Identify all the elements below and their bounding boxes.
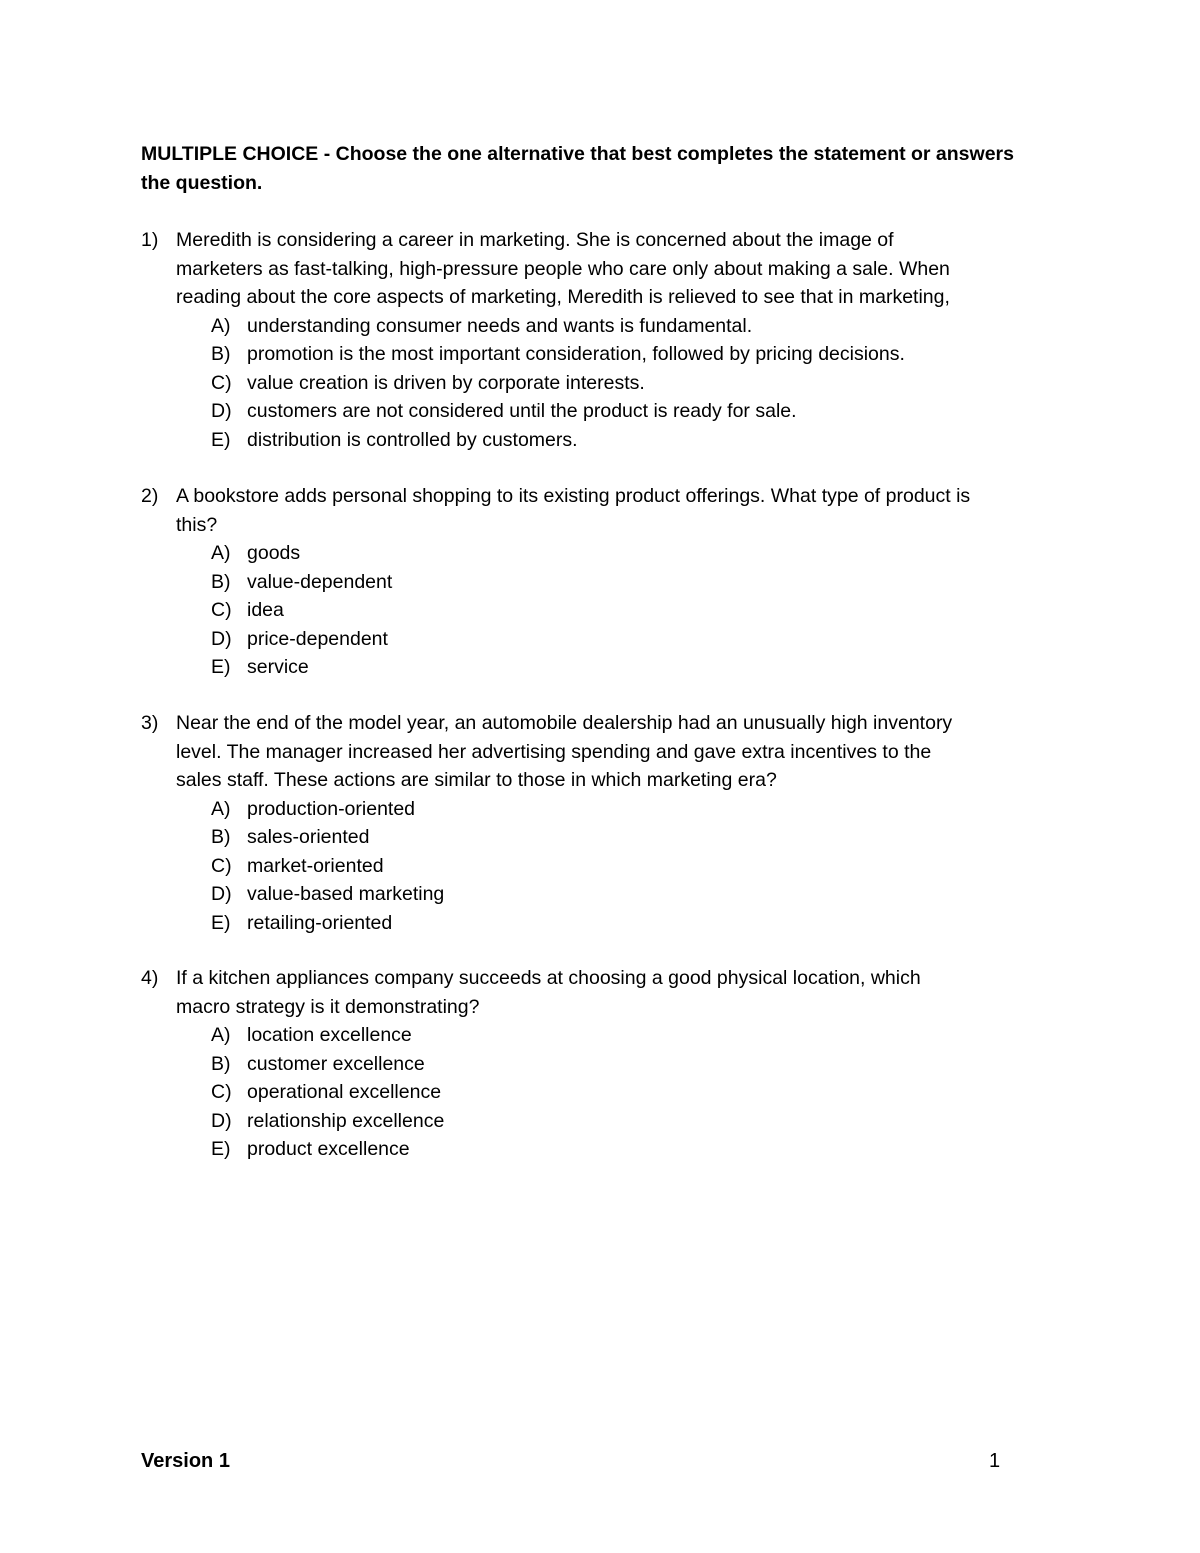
section-heading: MULTIPLE CHOICE - Choose the one alternative that best completes the statement or answers the question.: [141, 143, 1014, 194]
option-text: location excellence: [247, 1024, 412, 1046]
question-number: 2): [141, 485, 159, 507]
option-letter: E): [211, 656, 231, 678]
option-letter: C): [211, 854, 232, 877]
option-letter: A): [211, 314, 231, 337]
option-text: retailing-oriented: [247, 911, 393, 934]
option-text: service: [247, 656, 309, 678]
option-letter: E): [211, 428, 231, 451]
option-text: promotion is the most important consideration, followed by pricing decisions.: [247, 343, 905, 365]
option-e: [141, 653, 1071, 682]
question-stem: Meredith is considering a career in marketing. She is concerned about the image of marketers as fast-talking, high-pressure people who care only about making a sale. When reading about the core aspects of marketing, Meredith is relieved to see that in marketing,: [176, 229, 950, 308]
option-text: value-dependent: [247, 570, 393, 593]
question-stem: A bookstore adds personal shopping to its existing product offerings. What type of product is this?: [176, 485, 971, 536]
question-4: [141, 964, 1071, 1164]
option-letter: C): [211, 599, 232, 621]
option-text: sales-oriented: [247, 826, 370, 848]
option-e: [141, 426, 1071, 455]
option-text: idea: [247, 599, 284, 621]
option-b: [141, 823, 1071, 852]
question-stem: Near the end of the model year, an automobile dealership had an unusually high inventory level. The manager increased her advertising spending and gave extra incentives to the sales staff. These actions are similar to those in which marketing era?: [176, 712, 953, 791]
option-text: production-oriented: [247, 797, 416, 820]
option-c: [141, 369, 1071, 398]
question-number: 1): [141, 229, 159, 251]
question-stem: If a kitchen appliances company succeeds at choosing a good physical location, which macro strategy is it demonstrating?: [176, 967, 921, 1018]
question-number: 3): [141, 712, 159, 734]
option-a: [141, 795, 1071, 824]
option-letter: E): [211, 911, 231, 934]
option-letter: D): [211, 1109, 232, 1132]
option-c: [141, 1078, 1071, 1107]
option-text: market-oriented: [247, 854, 384, 877]
option-d: [141, 880, 1071, 909]
option-b: [141, 568, 1071, 597]
answer-options: [141, 795, 1071, 938]
option-e: [141, 909, 1071, 938]
option-letter: C): [211, 371, 232, 394]
option-letter: D): [211, 883, 232, 905]
option-letter: C): [211, 1081, 232, 1103]
option-c: [141, 596, 1071, 625]
option-c: [141, 852, 1071, 881]
option-letter: E): [211, 1138, 231, 1160]
option-letter: B): [211, 570, 231, 593]
option-letter: B): [211, 343, 231, 365]
option-a: [141, 539, 1071, 568]
option-text: understanding consumer needs and wants is fundamental.: [247, 314, 753, 337]
option-d: [141, 397, 1071, 426]
option-b: [141, 1050, 1071, 1079]
option-text: value creation is driven by corporate interests.: [247, 371, 645, 394]
option-text: value-based marketing: [247, 883, 445, 905]
option-b: [141, 340, 1071, 369]
option-text: customers are not considered until the product is ready for sale.: [247, 400, 797, 422]
option-letter: B): [211, 1052, 231, 1075]
option-text: distribution is controlled by customers.: [247, 428, 578, 451]
option-letter: B): [211, 826, 231, 848]
option-letter: A): [211, 542, 231, 564]
footer-page-number: 1: [989, 1450, 1001, 1472]
option-letter: D): [211, 400, 232, 422]
option-letter: A): [211, 797, 231, 820]
option-text: customer excellence: [247, 1052, 425, 1075]
option-a: [141, 1021, 1071, 1050]
option-letter: D): [211, 627, 232, 650]
option-text: price-dependent: [247, 627, 388, 650]
option-d: [141, 625, 1071, 654]
option-text: product excellence: [247, 1138, 410, 1160]
footer-version: Version 1: [141, 1450, 230, 1472]
question-1: [141, 226, 1071, 454]
question-3: [141, 709, 1071, 937]
option-text: goods: [247, 542, 301, 564]
answer-options: [141, 539, 1071, 682]
option-text: relationship excellence: [247, 1109, 445, 1132]
option-e: [141, 1135, 1071, 1164]
question-2: [141, 482, 1071, 682]
answer-options: [141, 312, 1071, 455]
question-number: 4): [141, 967, 159, 989]
option-text: operational excellence: [247, 1081, 442, 1103]
option-a: [141, 312, 1071, 341]
option-letter: A): [211, 1024, 231, 1046]
option-d: [141, 1107, 1071, 1136]
answer-options: [141, 1021, 1071, 1164]
